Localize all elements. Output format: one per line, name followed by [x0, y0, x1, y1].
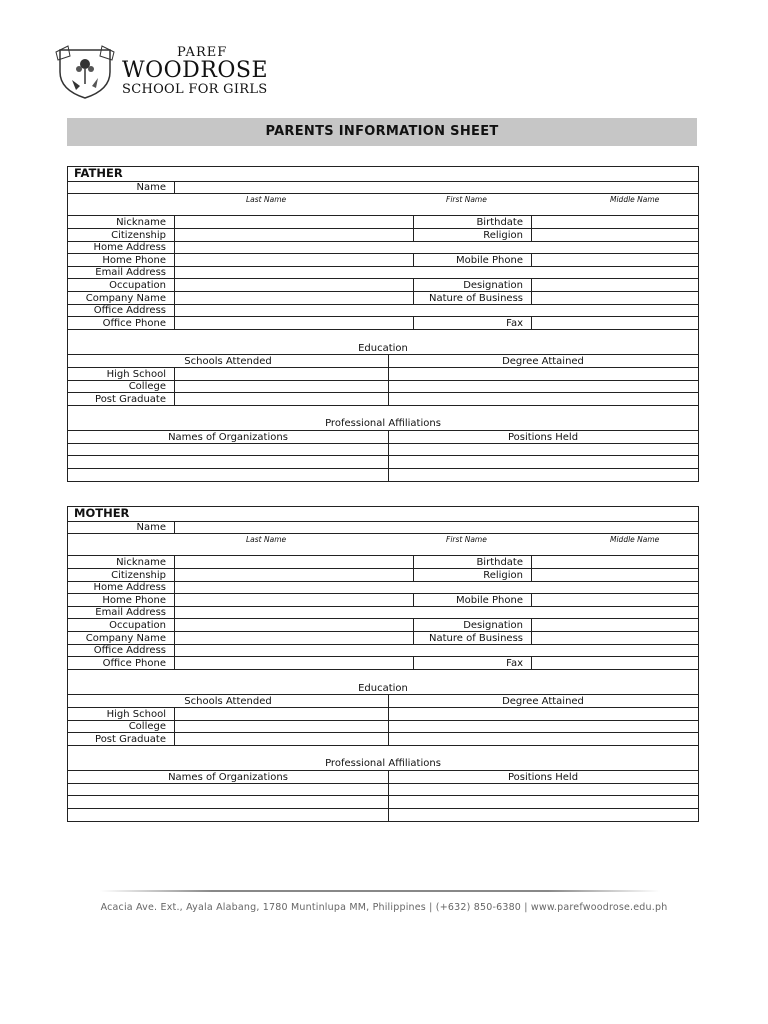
- high-school-row: [68, 708, 698, 721]
- education-heading-row: [68, 670, 698, 695]
- name-row: [68, 182, 698, 194]
- fax-field[interactable]: [531, 657, 698, 669]
- affiliation-row: [68, 796, 698, 809]
- nickname-row: [68, 556, 698, 569]
- organization-field[interactable]: [68, 784, 388, 795]
- positions-held-header: Positions Held: [507, 432, 579, 443]
- company-name-field[interactable]: [174, 632, 413, 644]
- education-columns-row: [68, 355, 698, 368]
- first-name-label: First Name: [446, 195, 487, 204]
- email-row: [68, 267, 698, 279]
- company-row: [68, 632, 698, 645]
- office-address-row: [68, 645, 698, 657]
- college-school-field[interactable]: [174, 721, 388, 732]
- organization-field[interactable]: [68, 796, 388, 808]
- home-address-field[interactable]: [174, 582, 698, 593]
- high-school-degree-field[interactable]: [388, 708, 698, 720]
- citizenship-row: [68, 569, 698, 582]
- section-header-row: [68, 167, 698, 182]
- affiliations-columns-row: [68, 431, 698, 444]
- position-field[interactable]: [388, 469, 698, 481]
- office-address-field[interactable]: [174, 645, 698, 656]
- professional-affiliations-heading: Professional Affiliations: [325, 758, 441, 769]
- position-field[interactable]: [388, 456, 698, 468]
- email-row: [68, 607, 698, 619]
- religion-label: Religion: [483, 570, 523, 581]
- last-name-label: Last Name: [246, 535, 287, 544]
- organization-field[interactable]: [68, 469, 388, 481]
- nature-of-business-field[interactable]: [531, 292, 698, 304]
- email-address-field[interactable]: [174, 607, 698, 618]
- education-heading-row: [68, 330, 698, 355]
- name-row: [68, 522, 698, 534]
- schools-attended-header: Schools Attended: [184, 696, 272, 707]
- last-name-label: Last Name: [246, 195, 287, 204]
- post-graduate-row: [68, 733, 698, 746]
- post-graduate-school-field[interactable]: [174, 393, 388, 405]
- religion-field[interactable]: [531, 229, 698, 241]
- school-name: [122, 46, 268, 98]
- nature-of-business-label: Nature of Business: [428, 633, 523, 644]
- occupation-field[interactable]: [174, 619, 413, 631]
- college-label: College: [128, 381, 166, 392]
- college-school-field[interactable]: [174, 381, 388, 392]
- position-field[interactable]: [388, 784, 698, 795]
- names-of-organizations-header: Names of Organizations: [168, 772, 288, 783]
- office-address-field[interactable]: [174, 305, 698, 316]
- post-graduate-degree-field[interactable]: [388, 393, 698, 405]
- high-school-label: High School: [106, 369, 166, 380]
- birthdate-label: Birthdate: [476, 217, 523, 228]
- fax-label: Fax: [506, 658, 523, 669]
- section-header-row: [68, 507, 698, 522]
- office-phone-label: Office Phone: [102, 658, 166, 669]
- affiliations-columns-row: [68, 771, 698, 784]
- middle-name-label: Middle Name: [610, 535, 660, 544]
- name-field[interactable]: [174, 522, 698, 533]
- school-name-line1: PAREF: [177, 45, 228, 60]
- affiliation-row: [68, 469, 698, 481]
- office-address-row: [68, 305, 698, 317]
- post-graduate-label: Post Graduate: [95, 734, 166, 745]
- citizenship-row: [68, 229, 698, 242]
- office-phone-row: [68, 657, 698, 670]
- designation-field[interactable]: [531, 619, 698, 631]
- designation-label: Designation: [463, 620, 523, 631]
- college-row: [68, 381, 698, 393]
- occupation-field[interactable]: [174, 279, 413, 291]
- position-field[interactable]: [388, 796, 698, 808]
- designation-label: Designation: [463, 280, 523, 291]
- section-heading: FATHER: [74, 166, 123, 180]
- home-phone-label: Home Phone: [102, 595, 166, 606]
- organization-field[interactable]: [68, 456, 388, 468]
- position-field[interactable]: [388, 444, 698, 455]
- nickname-field[interactable]: [174, 216, 413, 228]
- office-address-label: Office Address: [93, 305, 166, 316]
- email-address-label: Email Address: [95, 267, 166, 278]
- birthdate-field[interactable]: [531, 216, 698, 228]
- post-graduate-school-field[interactable]: [174, 733, 388, 745]
- education-columns-row: [68, 695, 698, 708]
- middle-name-label: Middle Name: [610, 195, 660, 204]
- home-address-row: [68, 582, 698, 594]
- home-phone-row: [68, 594, 698, 607]
- high-school-school-field[interactable]: [174, 368, 388, 380]
- affiliations-heading-row: [68, 746, 698, 771]
- affiliation-row: [68, 809, 698, 821]
- education-heading: Education: [358, 683, 408, 694]
- high-school-degree-field[interactable]: [388, 368, 698, 380]
- degree-attained-header: Degree Attained: [502, 356, 584, 367]
- mother-section: [67, 506, 699, 822]
- father-section: [67, 166, 699, 482]
- citizenship-field[interactable]: [174, 569, 413, 581]
- college-label: College: [128, 721, 166, 732]
- company-name-field[interactable]: [174, 292, 413, 304]
- nature-of-business-label: Nature of Business: [428, 293, 523, 304]
- occupation-label: Occupation: [109, 620, 166, 631]
- nickname-label: Nickname: [116, 217, 166, 228]
- mobile-phone-field[interactable]: [531, 594, 698, 606]
- home-phone-field[interactable]: [174, 254, 413, 266]
- birthdate-field[interactable]: [531, 556, 698, 568]
- first-name-label: First Name: [446, 535, 487, 544]
- company-row: [68, 292, 698, 305]
- school-name-line2: WOODROSE: [122, 58, 269, 83]
- school-name-line3: SCHOOL FOR GIRLS: [122, 82, 268, 97]
- home-address-label: Home Address: [93, 582, 166, 593]
- citizenship-field[interactable]: [174, 229, 413, 241]
- college-degree-field[interactable]: [388, 721, 698, 732]
- post-graduate-degree-field[interactable]: [388, 733, 698, 745]
- home-address-row: [68, 242, 698, 254]
- office-phone-row: [68, 317, 698, 330]
- degree-attained-header: Degree Attained: [502, 696, 584, 707]
- professional-affiliations-heading: Professional Affiliations: [325, 418, 441, 429]
- high-school-row: [68, 368, 698, 381]
- name-field[interactable]: [174, 182, 698, 193]
- email-address-field[interactable]: [174, 267, 698, 278]
- office-phone-field[interactable]: [174, 317, 413, 329]
- high-school-school-field[interactable]: [174, 708, 388, 720]
- citizenship-label: Citizenship: [111, 230, 166, 241]
- birthdate-label: Birthdate: [476, 557, 523, 568]
- affiliation-row: [68, 784, 698, 796]
- footer-divider: [100, 890, 660, 892]
- positions-held-header: Positions Held: [507, 772, 579, 783]
- citizenship-label: Citizenship: [111, 570, 166, 581]
- home-address-label: Home Address: [93, 242, 166, 253]
- position-field[interactable]: [388, 809, 698, 821]
- home-address-field[interactable]: [174, 242, 698, 253]
- nature-of-business-field[interactable]: [531, 632, 698, 644]
- occupation-row: [68, 619, 698, 632]
- nickname-field[interactable]: [174, 556, 413, 568]
- nickname-label: Nickname: [116, 557, 166, 568]
- office-phone-field[interactable]: [174, 657, 413, 669]
- name-label: Name: [136, 522, 166, 533]
- email-address-label: Email Address: [95, 607, 166, 618]
- nickname-row: [68, 216, 698, 229]
- page-title: PARENTS INFORMATION SHEET: [67, 118, 697, 146]
- religion-field[interactable]: [531, 569, 698, 581]
- company-name-label: Company Name: [85, 293, 166, 304]
- high-school-label: High School: [106, 709, 166, 720]
- education-heading: Education: [358, 343, 408, 354]
- office-address-label: Office Address: [93, 645, 166, 656]
- post-graduate-label: Post Graduate: [95, 394, 166, 405]
- college-row: [68, 721, 698, 733]
- affiliations-heading-row: [68, 406, 698, 431]
- schools-attended-header: Schools Attended: [184, 356, 272, 367]
- mobile-phone-label: Mobile Phone: [456, 595, 523, 606]
- footer-contact: Acacia Ave. Ext., Ayala Alabang, 1780 Muntinlupa MM, Philippines | (+632) 850-6380 | www.parefwoodrose.edu.ph: [100, 902, 668, 913]
- affiliation-row: [68, 444, 698, 456]
- occupation-row: [68, 279, 698, 292]
- school-logo: [54, 42, 284, 102]
- home-phone-label: Home Phone: [102, 255, 166, 266]
- school-crest-icon: [54, 42, 116, 100]
- mobile-phone-label: Mobile Phone: [456, 255, 523, 266]
- organization-field[interactable]: [68, 809, 388, 821]
- names-of-organizations-header: Names of Organizations: [168, 432, 288, 443]
- name-sublabels-row: [68, 194, 698, 216]
- mobile-phone-field[interactable]: [531, 254, 698, 266]
- name-sublabels-row: [68, 534, 698, 556]
- name-label: Name: [136, 182, 166, 193]
- company-name-label: Company Name: [85, 633, 166, 644]
- home-phone-row: [68, 254, 698, 267]
- affiliation-row: [68, 456, 698, 469]
- occupation-label: Occupation: [109, 280, 166, 291]
- religion-label: Religion: [483, 230, 523, 241]
- home-phone-field[interactable]: [174, 594, 413, 606]
- college-degree-field[interactable]: [388, 381, 698, 392]
- fax-label: Fax: [506, 318, 523, 329]
- fax-field[interactable]: [531, 317, 698, 329]
- office-phone-label: Office Phone: [102, 318, 166, 329]
- section-heading: MOTHER: [74, 506, 130, 520]
- designation-field[interactable]: [531, 279, 698, 291]
- organization-field[interactable]: [68, 444, 388, 455]
- post-graduate-row: [68, 393, 698, 406]
